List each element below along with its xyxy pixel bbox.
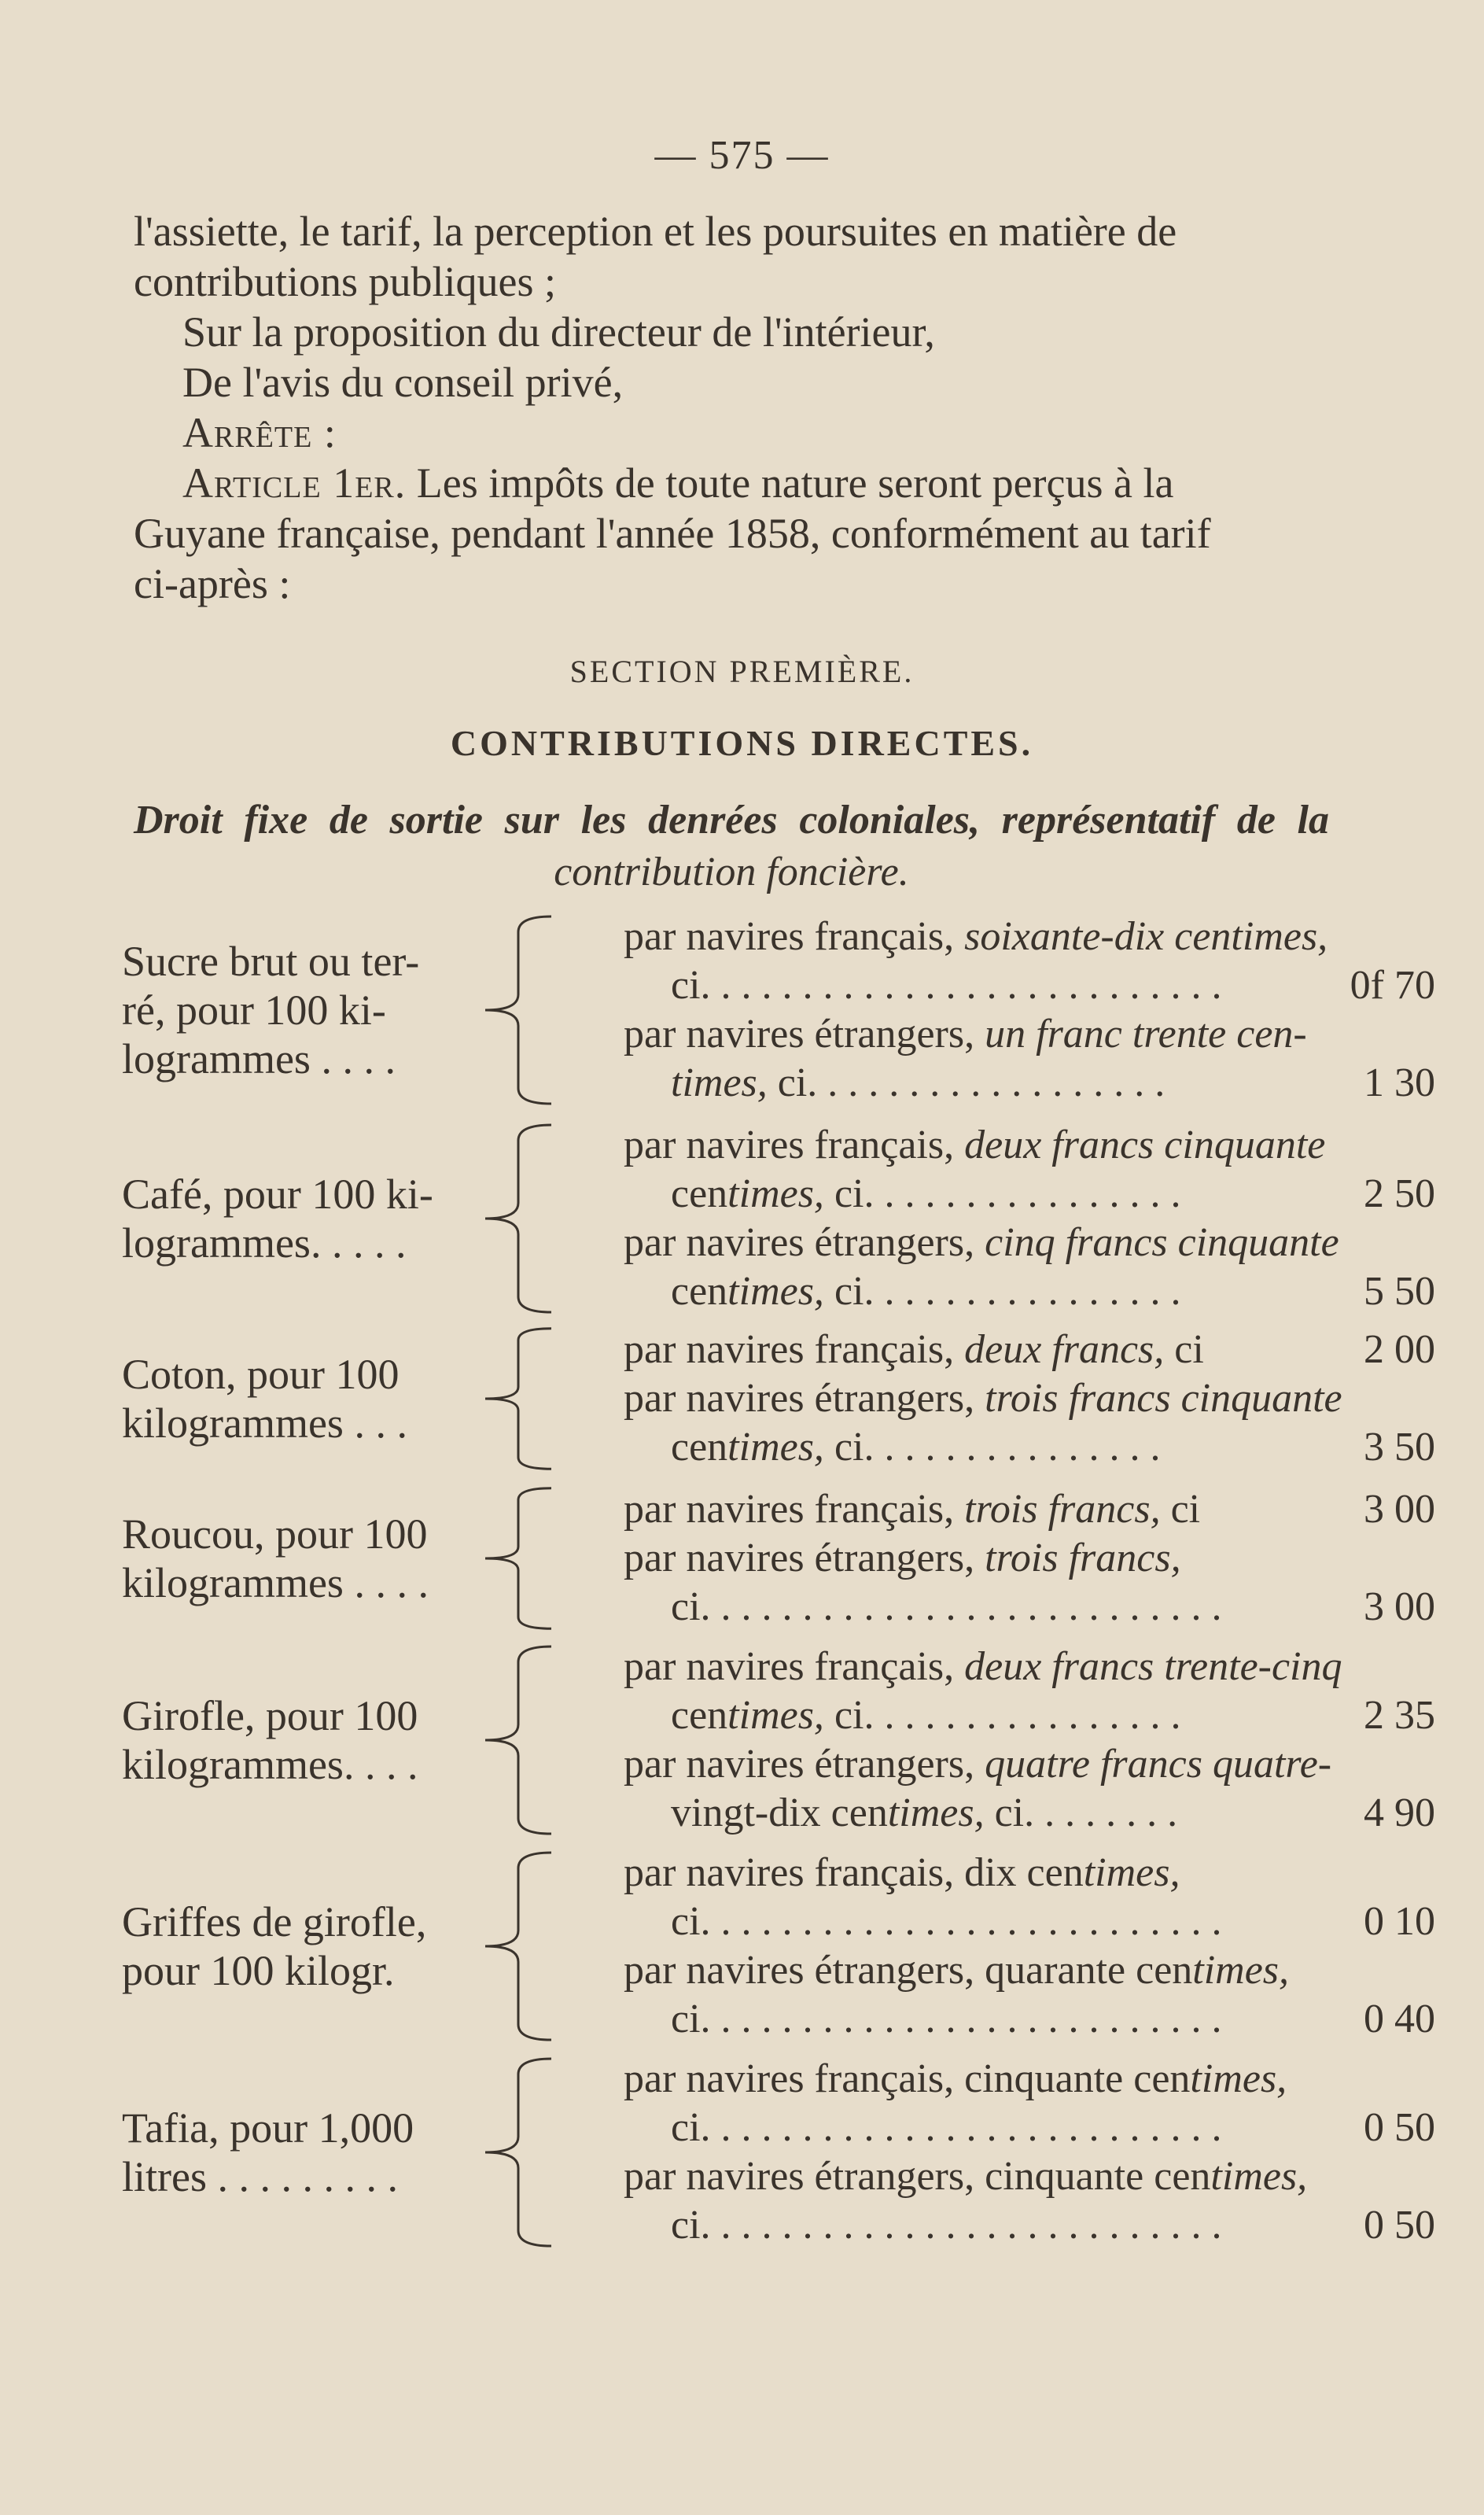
rate-text: par navires français, deux francs, ci (624, 1327, 1204, 1372)
rate-row (624, 1534, 1435, 1583)
brace-icon (474, 1485, 584, 1632)
rate-row (624, 1583, 1435, 1632)
rate-amount: 4 90 (1364, 1790, 1435, 1835)
section-title: SECTION PREMIÈRE. (569, 654, 915, 689)
rate-row (624, 2201, 1435, 2250)
rate-amount: 5 50 (1364, 1269, 1435, 1314)
rate-text: ci. . . . . . . . . . . . . . . . . . . . . . . . . . (671, 1899, 1222, 1944)
product-line: ré, pour 100 ki- (122, 986, 386, 1034)
rate-row (624, 1170, 1435, 1219)
article-text: Les impôts de toute nature seront perçus à la (416, 459, 1174, 507)
tariff-group (122, 1849, 1435, 2044)
rate-text: centimes, ci. . . . . . . . . . . . . . . . (671, 1693, 1181, 1738)
rate-text: ci. . . . . . . . . . . . . . . . . . . . . . . . . . (671, 2105, 1222, 2150)
rate-row (624, 1267, 1435, 1316)
brace-icon (474, 2055, 584, 2250)
rate-row (624, 1740, 1435, 1789)
tariff-rates (624, 1121, 1435, 1316)
tariff-rates (624, 1485, 1435, 1632)
rate-text: centimes, ci. . . . . . . . . . . . . . . (671, 1425, 1161, 1470)
rate-row (624, 2152, 1435, 2201)
product-label (122, 1510, 480, 1607)
rate-text: par navires français, deux francs trente-cinq (624, 1644, 1342, 1689)
tariff-rates (624, 1849, 1435, 2044)
rate-row (624, 1789, 1435, 1838)
rate-row (624, 1121, 1435, 1170)
product-line: logrammes. . . . . (122, 1219, 407, 1267)
article-line: Guyane française, pendant l'année 1858, conformément au tarif (134, 510, 1211, 557)
rate-row (624, 1219, 1435, 1267)
tariff-group (122, 1643, 1435, 1838)
product-line: Café, pour 100 ki- (122, 1171, 433, 1218)
brace-icon (474, 1121, 584, 1316)
product-line: kilogrammes . . . . (122, 1559, 429, 1606)
rate-text: par navires étrangers, quatre francs quatre- (624, 1742, 1332, 1787)
rate-text: par navires français, cinquante centimes, (624, 2056, 1287, 2101)
product-line: pour 100 kilogr. (122, 1947, 395, 1994)
product-label (122, 1170, 480, 1267)
intro-line: Sur la proposition du directeur de l'intérieur, (182, 308, 935, 356)
intro-line: De l'avis du conseil privé, (182, 359, 624, 406)
product-line: Griffes de girofle, (122, 1898, 427, 1945)
intro-paragraph (134, 206, 1329, 609)
article-line (134, 458, 1329, 508)
rate-text: par navires français, dix centimes, (624, 1850, 1180, 1895)
rate-text: ci. . . . . . . . . . . . . . . . . . . . . . . . . . (671, 963, 1222, 1008)
brace-icon (474, 1326, 584, 1472)
product-label (122, 1350, 480, 1447)
arrete-heading: Arrête : (182, 409, 337, 456)
brace-icon (474, 913, 584, 1108)
brace-icon (474, 1849, 584, 2044)
product-label (122, 1897, 480, 1995)
rate-text: par navires français, deux francs cinquante (624, 1123, 1326, 1167)
rate-amount: 2 35 (1364, 1693, 1435, 1738)
rate-text: par navires étrangers, trois francs, (624, 1536, 1181, 1580)
rate-row (624, 1946, 1435, 1995)
rate-row (624, 2055, 1435, 2104)
intro-line: l'assiette, le tarif, la perception et les poursuites en matière de (134, 208, 1177, 255)
rate-amount: 2 00 (1364, 1327, 1435, 1372)
droit-fixe-heading (134, 795, 1329, 898)
rate-text: par navires étrangers, cinq francs cinquante (624, 1220, 1339, 1265)
tariff-rates (624, 1326, 1435, 1472)
rate-text: times, ci. . . . . . . . . . . . . . . . . . (671, 1060, 1165, 1105)
product-line: Sucre brut ou ter- (122, 938, 420, 985)
rate-row (624, 1059, 1435, 1108)
article-line: ci-après : (134, 560, 291, 607)
product-line: Tafia, pour 1,000 (122, 2104, 414, 2152)
rate-amount: 3 00 (1364, 1584, 1435, 1629)
droit-fixe-line: contribution foncière. (554, 850, 909, 894)
tariff-rates (624, 2055, 1435, 2250)
rate-text: par navires français, soixante-dix centimes, (624, 914, 1328, 959)
product-line: Roucou, pour 100 (122, 1510, 428, 1558)
rate-text: par navires étrangers, quarante centimes, (624, 1948, 1290, 1993)
brace-icon (474, 1643, 584, 1838)
rate-row (624, 1691, 1435, 1740)
rate-row (624, 1849, 1435, 1897)
rate-text: ci. . . . . . . . . . . . . . . . . . . . . . . . . . (671, 1997, 1222, 2041)
rate-text: centimes, ci. . . . . . . . . . . . . . . . (671, 1171, 1181, 1216)
rate-amount: 3 00 (1364, 1487, 1435, 1532)
product-line: Coton, pour 100 (122, 1351, 400, 1398)
intro-line: contributions publiques ; (134, 258, 556, 305)
rate-amount: 0 50 (1364, 2203, 1435, 2248)
rate-text: par navires français, trois francs, ci (624, 1487, 1201, 1532)
rate-text: centimes, ci. . . . . . . . . . . . . . . . (671, 1269, 1181, 1314)
rate-amount: 0 40 (1364, 1997, 1435, 2041)
rate-text: par navires étrangers, trois francs cinquante (624, 1376, 1342, 1421)
page-number: — 575 — (654, 133, 830, 178)
rate-text: ci. . . . . . . . . . . . . . . . . . . . . . . . . . (671, 2203, 1222, 2248)
droit-fixe-line: Droit fixe de sortie sur les denrées coloniales, représentatif de la (134, 798, 1329, 843)
tariff-rates (624, 1643, 1435, 1838)
product-line: litres . . . . . . . . . (122, 2153, 398, 2200)
product-line: logrammes . . . . (122, 1035, 396, 1082)
rate-amount: 0 50 (1364, 2105, 1435, 2150)
article-label: Article 1er. (182, 459, 407, 507)
rate-row (624, 1010, 1435, 1059)
rate-row (624, 1643, 1435, 1691)
contributions-title: CONTRIBUTIONS DIRECTES. (450, 723, 1034, 763)
tariff-group (122, 1121, 1435, 1316)
product-line: kilogrammes . . . (122, 1399, 407, 1447)
rate-row (624, 913, 1435, 961)
tariff-group (122, 913, 1435, 1108)
rate-text: vingt-dix centimes, ci. . . . . . . . (671, 1790, 1178, 1835)
product-label (122, 1691, 480, 1789)
rate-text: par navires étrangers, un franc trente cen- (624, 1012, 1307, 1057)
rate-amount: 0f 70 (1350, 963, 1435, 1008)
rate-row (624, 1897, 1435, 1946)
rate-row (624, 1995, 1435, 2044)
product-label (122, 2104, 480, 2201)
product-line: kilogrammes. . . . (122, 1741, 418, 1788)
rate-text: ci. . . . . . . . . . . . . . . . . . . . . . . . . . (671, 1584, 1222, 1629)
rate-text: par navires étrangers, cinquante centimes, (624, 2154, 1308, 2199)
rate-amount: 3 50 (1364, 1425, 1435, 1470)
rate-row (624, 2104, 1435, 2152)
tariff-group (122, 2055, 1435, 2250)
rate-amount: 1 30 (1364, 1060, 1435, 1105)
rate-row (624, 1326, 1435, 1374)
product-line: Girofle, pour 100 (122, 1692, 418, 1739)
rate-amount: 2 50 (1364, 1171, 1435, 1216)
rate-amount: 0 10 (1364, 1899, 1435, 1944)
rate-row (624, 1423, 1435, 1472)
tariff-group (122, 1326, 1435, 1472)
rate-row (624, 1485, 1435, 1534)
rate-row (624, 961, 1435, 1010)
rate-row (624, 1374, 1435, 1423)
tariff-rates (624, 913, 1435, 1108)
product-label (122, 937, 480, 1083)
tariff-group (122, 1485, 1435, 1632)
